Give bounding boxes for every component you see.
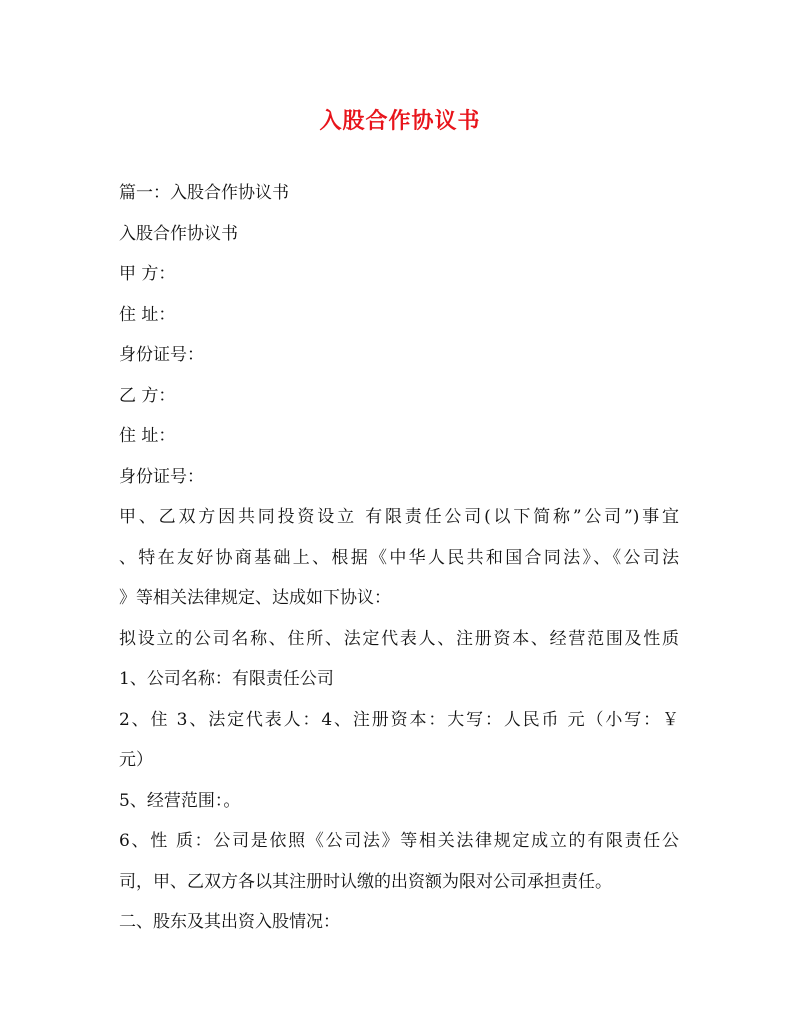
text-line-paragraph: 甲、乙双方因共同投资设立 有限责任公司(以下简称”公司”)事宜 bbox=[119, 507, 679, 527]
text-line-party-b: 乙 方： bbox=[119, 385, 176, 406]
text-line-section-two: 二、股东及其出资入股情况： bbox=[119, 912, 340, 932]
text-line-registered-capital: 2、住 3、法定代表人：4、注册资本：大写：人民币 元（小写：￥ bbox=[119, 709, 679, 730]
text-line-party-a-id: 身份证号： bbox=[119, 345, 204, 365]
text-line-registered-capital-cont: 元） bbox=[119, 750, 153, 770]
text-line-party-b-address: 住 址： bbox=[119, 426, 176, 446]
text-line-party-a: 甲 方： bbox=[119, 264, 176, 284]
text-line-section-heading: 篇一：入股合作协议书 bbox=[119, 183, 289, 203]
text-line-paragraph: 》等相关法律规定、达成如下协议： bbox=[119, 588, 391, 608]
text-line-company-name: 1、公司名称：有限责任公司 bbox=[119, 669, 334, 689]
text-line-nature: 6、性 质：公司是依照《公司法》等相关法律规定成立的有限责任公 bbox=[119, 831, 679, 851]
text-line-paragraph: 、特在友好协商基础上、根据《中华人民共和国合同法》、《公司法 bbox=[119, 547, 679, 568]
text-line-nature-cont: 司，甲、乙双方各以其注册时认缴的出资额为限对公司承担责任。 bbox=[119, 871, 612, 892]
document-body bbox=[119, 180, 679, 950]
text-line-party-b-id: 身份证号： bbox=[119, 466, 204, 487]
text-line-business-scope: 5、经营范围：。 bbox=[119, 790, 241, 811]
text-line-paragraph: 拟设立的公司名称、住所、法定代表人、注册资本、经营范围及性质 bbox=[119, 628, 679, 649]
text-line-subtitle: 入股合作协议书 bbox=[119, 223, 238, 244]
text-line-party-a-address: 住 址： bbox=[119, 304, 176, 325]
document-title: 入股合作协议书 bbox=[319, 108, 481, 134]
